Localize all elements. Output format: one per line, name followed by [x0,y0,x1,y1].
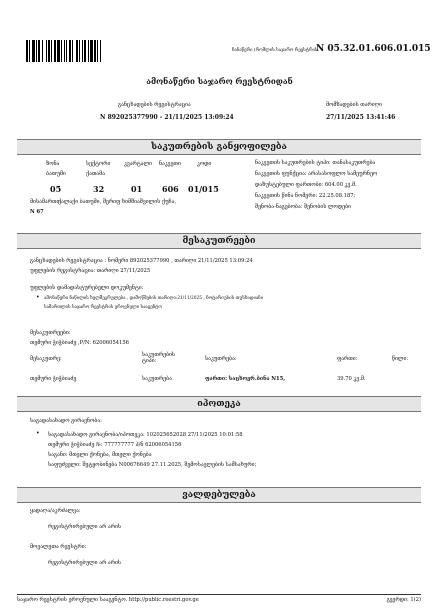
registration-label: განცხადების რეგისტრაცია [118,102,191,108]
table-cell-owner: თემური ჭიჭბიაძე [30,376,77,382]
ownership-type: ნაკვეთის საკუთრების ტიპი: თანასაკუთრება [255,160,376,166]
mortgage-line-4: საფუძველი: შეტყობინება N00676649 27.11.2025, შემოსავლების სამსახური; [48,462,257,468]
lien-label: მოვალეთა რეესტრი: [30,544,87,550]
col-parcel: ნაკვეთი [159,161,181,167]
preparation-label: მომზადების თარიღი [326,102,383,108]
buildings: შენობა-ნაგებობა: შენობის ლოდები [255,204,351,210]
col-zone-name: ბათუმი [46,171,66,177]
table-header-owner: მესაკუთრე: [30,356,62,362]
col-quarter: კვარტალი [124,161,152,167]
table-header-share: წილი: [392,356,409,362]
seizure-value: რეგისტრირებული არ არის [48,524,122,530]
basis-label: უფლების დამადასტურებელი დოკუმენტი: [30,285,144,291]
code-parcel: 606 [162,184,179,194]
header-small-note: ჩანაწერი (რომლის საჯარო რეესტრის [232,48,318,53]
parcel-prev-number: ნაკვეთის წინა ნომერი: 22.25.08.187; [255,193,356,199]
table-header-area: ფართი: [337,356,358,362]
application-info: განცხადების რეგისტრაცია : ნომერი 892025377990 , თარიღი 21/11/2025 13:09:24 [30,258,253,264]
bullet-icon: • [36,294,40,301]
property-banner: საკუთრების განყოფილება [17,139,421,155]
col-code: კოდი [197,161,212,167]
debts-banner: ვალდებულება [17,487,421,503]
mortgage-line-3: საგანი: მთელი ქონება, მთელი ქონება [48,452,152,458]
mortgage-line-2: თემური ჭიჭბიაძე №: 777777777 პ/ნ 62006054156 [48,442,182,448]
col-sector: სექტორი [86,161,111,167]
registration-value: N 892025377990 - 21/11/2025 13:09:24 [100,114,234,121]
mortgage-line-1: საგადასახადო გირავნობა/იპოთეკა: 102025652028 27/11/2025 10:01:58 [48,432,243,438]
basis-text-1: ამონაწერი ნაწილის ხელშეკრულება , დამოწმების თარიღი:21/11/2025 , ნოტარიუსის თუსხადიანი [44,296,264,301]
table-cell-area: 39.70 კვ.მ. [337,376,366,382]
address-value: ქალაქი ბათუმი, შერიფ ხიმშიაშვილის ქუჩა, [58,199,177,205]
preparation-value: 27/11/2025 13:41:46 [326,114,396,121]
owners-label: მესაკუთრეები: [30,330,71,336]
code-quarter: 01 [131,184,143,194]
right-registration-date: უფლების რეგისტრაცია: თარიღი 27/11/2025 [30,268,151,274]
mortgage-banner: იპოთეკა [17,396,421,412]
owners-banner: მესაკუთრეები [17,233,421,249]
table-cell-property: ფართი: საცხოვრ.ბინა N15, [205,376,286,382]
footer-page-number: გვერდი: 1(2) [386,597,421,603]
document-number: N 05.32.01.606.01.015 [316,44,431,54]
footer-divider [17,594,421,595]
address-value-2: N 67 [30,209,44,215]
mortgage-subject-label: საგადასახადო გირავნობა: [30,418,102,424]
basis-text-2: სამართლის საჯარო რეესტრის ეროვნული სააგენტო [44,305,162,310]
owner-name: თემური ჭიჭბიაძე ,P/N: 62006054156 [30,340,129,346]
lien-value: რეგისტრირებული არ არის [48,560,122,566]
col-zone: ზონა [46,161,60,167]
code-zone: 05 [50,184,62,194]
parcel-area: დაზუსტებული ფართობი: 604.00 კვ.მ. [255,182,357,188]
parcel-function: ნაკვეთის ფუნქცია: არასასოფლო სამეურნეო [255,171,378,177]
bullet-icon: • [36,430,40,437]
seizure-label: ყადაღა/აკრძალვა: [30,508,81,514]
code-sector: 32 [93,184,105,194]
document-title: ამონაწერი საჯარო რეესტრიდან [146,76,293,86]
address-label: მისამართი: [30,199,62,205]
footer-agency: საჯარო რეესტრის ეროვნული სააგენტო. http://public.reestri.gov.ge [17,597,199,603]
table-header-property: საკუთრება: [205,356,237,362]
barcode-image [26,40,144,62]
code-full: 01/015 [188,184,219,194]
table-header-type: საკუთრების ტიპი: [142,352,176,364]
col-sector-name: ქათამა [86,171,105,177]
table-cell-type: საკუთრება [142,376,172,382]
